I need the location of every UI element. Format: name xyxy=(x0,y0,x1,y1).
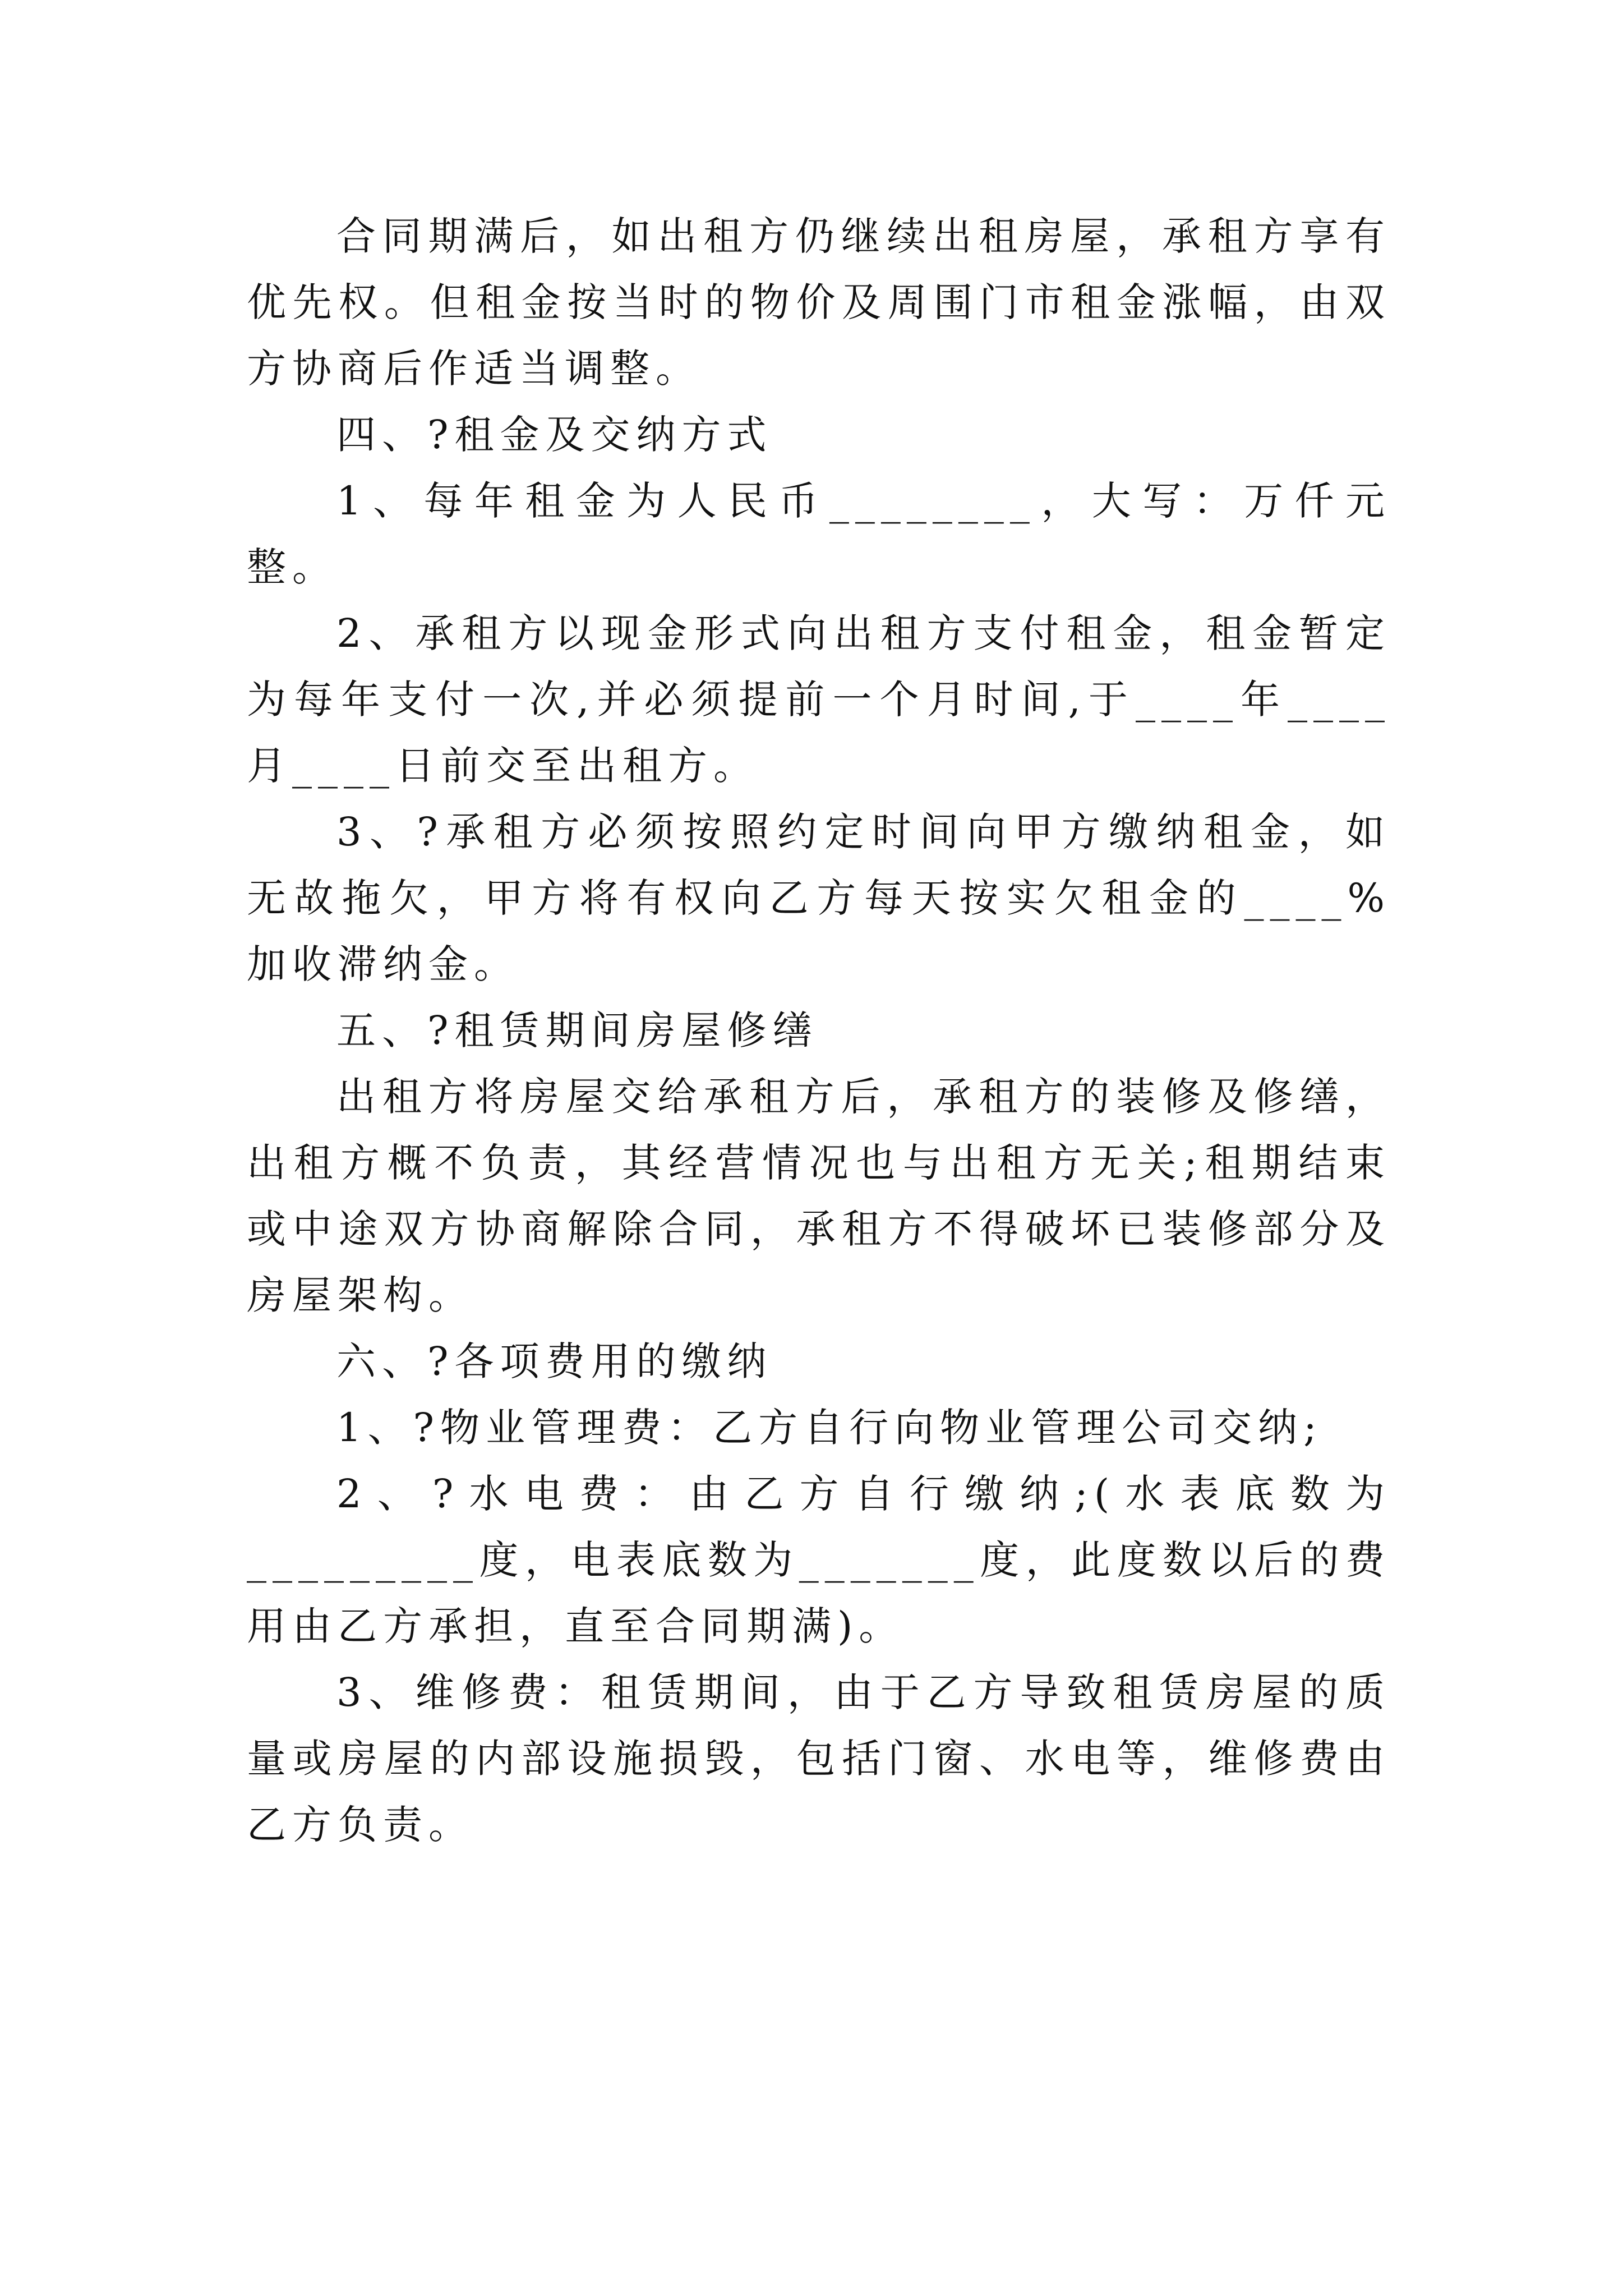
paragraph-repairs: 出租方将房屋交给承租方后，承租方的装修及修缮，出租方概不负责，其经营情况也与出租方无关;租期结束或中途双方协商解除合同，承租方不得破坏已装修部分及房屋架构。 xyxy=(247,1074,1391,1318)
clause-payment-method: 2、承租方以现金形式向出租方支付租金，租金暂定为每年支付一次,并必须提前一个月时间,于____年____月____日前交至出租方。 xyxy=(247,610,1391,789)
clause-utilities-fee: 2、?水电费：由乙方自行缴纳;(水表底数为_________度，电表底数为_______度，此度数以后的费用由乙方承担，直至合同期满)。 xyxy=(247,1471,1391,1649)
document-body xyxy=(247,203,1391,1858)
clause-late-fee: 3、?承租方必须按照约定时间向甲方缴纳租金，如无故拖欠，甲方将有权向乙方每天按实欠租金的____%加收滞纳金。 xyxy=(247,809,1391,987)
clause-annual-rent: 1、每年租金为人民币________，大写：万仟元整。 xyxy=(247,478,1391,590)
paragraph-lease-renewal: 合同期满后，如出租方仍继续出租房屋，承租方享有优先权。但租金按当时的物价及周围门市租金涨幅，由双方协商后作适当调整。 xyxy=(247,213,1391,392)
clause-property-management-fee: 1、?物业管理费：乙方自行向物业管理公司交纳; xyxy=(336,1405,1323,1451)
section-heading-repairs: 五、?租赁期间房屋修缮 xyxy=(336,1007,818,1053)
clause-maintenance-fee: 3、维修费：租赁期间，由于乙方导致租赁房屋的质量或房屋的内部设施损毁，包括门窗、水电等，维修费由乙方负责。 xyxy=(247,1669,1391,1848)
section-heading-rent-payment: 四、?租金及交纳方式 xyxy=(336,412,773,458)
section-heading-fees: 六、?各项费用的缴纳 xyxy=(336,1338,773,1384)
